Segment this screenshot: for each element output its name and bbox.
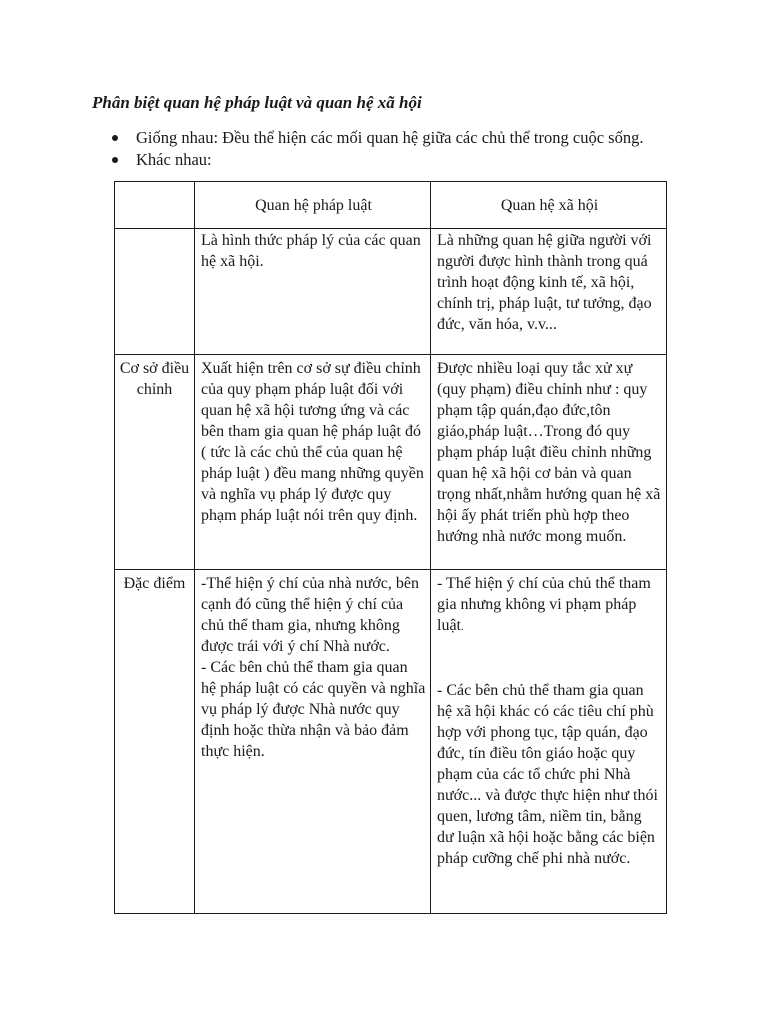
- bullet-list: [108, 127, 643, 171]
- table-row: [115, 229, 667, 355]
- social-paragraph: [437, 573, 662, 638]
- social-paragraph: - Các bên chủ thể tham gia quan hệ xã hội khác có các tiêu chí phù hợp với phong tục, tập quán, đạo đức, tín điều tôn giáo hoặc quy phạm của các tổ chức phi Nhà nước... và được thực hiện như thói quen, lương tâm, niềm tin, bằng dư luận xã hội hoặc bằng các biện pháp cưỡng chế phi nhà nước.: [437, 682, 658, 867]
- header-cell-social: Quan hệ xã hội: [431, 182, 667, 229]
- list-item: [108, 149, 643, 171]
- bullet-text: Khác nhau:: [136, 150, 212, 169]
- bullet-icon: [112, 157, 118, 163]
- legal-cell: Là hình thức pháp lý của các quan hệ xã hội.: [195, 229, 431, 355]
- header-cell-legal: Quan hệ pháp luật: [195, 182, 431, 229]
- bullet-icon: [112, 135, 118, 141]
- social-cell: Là những quan hệ giữa người với người được hình thành trong quá trình hoạt động kinh tế, xã hội, chính trị, pháp luật, tư tưởng, đạo đức, văn hóa, v.v...: [431, 229, 667, 355]
- paragraph-gap: [437, 638, 662, 680]
- table-row: [115, 570, 667, 914]
- bullet-text: Giống nhau: Đều thể hiện các mối quan hệ giữa các chủ thể trong cuộc sống.: [136, 128, 644, 147]
- table-row: [115, 355, 667, 570]
- row-label: [115, 229, 195, 355]
- list-item: [108, 127, 643, 149]
- social-cell: [431, 570, 667, 914]
- social-paragraph-end: .: [461, 621, 464, 633]
- comparison-table: [114, 181, 667, 914]
- social-cell: Được nhiều loại quy tắc xử xự (quy phạm) điều chỉnh như : quy phạm tập quán,đạo đức,tôn giáo,pháp luật…Trong đó quy phạm pháp luật điều chỉnh những quan hệ xã hội cơ bản và quan trọng nhất,nhằm hướng quan hệ xã hội ấy phát triển phù hợp theo hướng nhà nước mong muốn.: [431, 355, 667, 570]
- social-paragraph-text: - Thể hiện ý chí của chủ thể tham gia nhưng không vi phạm pháp luật: [437, 575, 651, 634]
- header-cell-empty: [115, 182, 195, 229]
- legal-paragraph: -Thể hiện ý chí của nhà nước, bên cạnh đó cũng thể hiện ý chí của chủ thể tham gia, nhưng không được trái với ý chí Nhà nước.: [201, 575, 419, 655]
- row-label: Đặc điểm: [115, 570, 195, 914]
- row-label: Cơ sở điều chỉnh: [115, 355, 195, 570]
- page-title: Phân biệt quan hệ pháp luật và quan hệ xã hội: [92, 93, 422, 112]
- table-header-row: [115, 182, 667, 229]
- legal-paragraph: - Các bên chủ thể tham gia quan hệ pháp luật có các quyền và nghĩa vụ pháp lý được Nhà nước quy định hoặc thừa nhận và bảo đảm thực hiện.: [201, 659, 426, 760]
- legal-cell: [195, 570, 431, 914]
- legal-cell: Xuất hiện trên cơ sở sự điều chỉnh của quy phạm pháp luật đối với quan hệ xã hội tương ứng và các bên tham gia quan hệ pháp luật đó ( tức là các chủ thể của quan hệ pháp luật ) đều mang những quyền và nghĩa vụ pháp lý được quy phạm pháp luật nói trên quy định.: [195, 355, 431, 570]
